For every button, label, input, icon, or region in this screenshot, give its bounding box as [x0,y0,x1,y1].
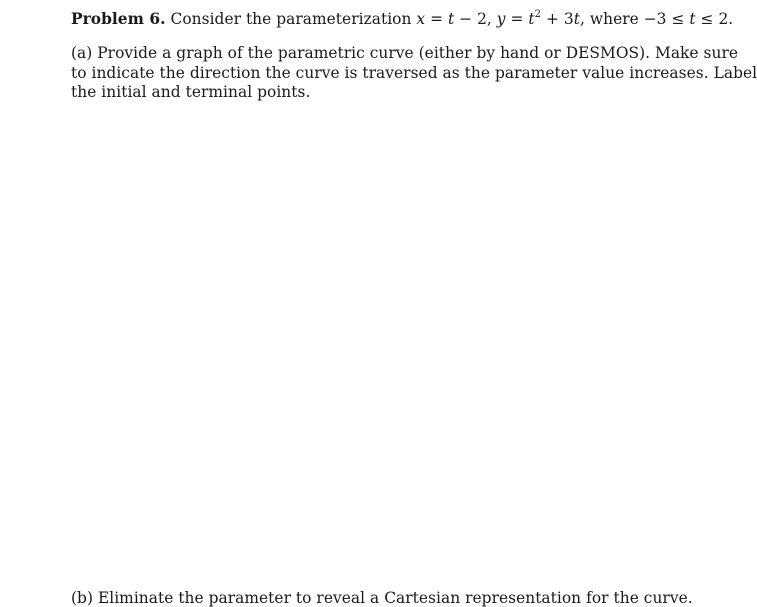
problem-heading: Problem 6. [71,10,166,28]
problem-intro: Consider the parameterization [170,10,412,28]
range-prefix: , where −3 ≤ [580,10,690,28]
y-exponent: 2 [534,8,542,20]
x-parameter: t [447,10,455,28]
y-parameter-2: t [573,10,580,28]
y-expression-rest: + 3 [541,10,574,28]
y-parameter: t [528,10,535,28]
problem-statement [71,10,733,28]
range-end: ≤ 2. [695,10,734,28]
x-variable: x [416,10,426,28]
part-a-line-2: to indicate the direction the curve is traversed as the parameter value increases. Label [71,64,757,82]
range-parameter: t [689,10,696,28]
part-b-line-1: (b) Eliminate the parameter to reveal a Cartesian representation for the curve. [71,589,693,607]
part-a-line-1: (a) Provide a graph of the parametric curve (either by hand or DESMOS). Make sure [71,44,739,62]
part-a-line-3: the initial and terminal points. [71,83,311,101]
x-expression-rest: − 2, [454,10,497,28]
y-equals: = [505,10,529,28]
x-equals: = [425,10,448,28]
y-variable: y [496,10,506,28]
